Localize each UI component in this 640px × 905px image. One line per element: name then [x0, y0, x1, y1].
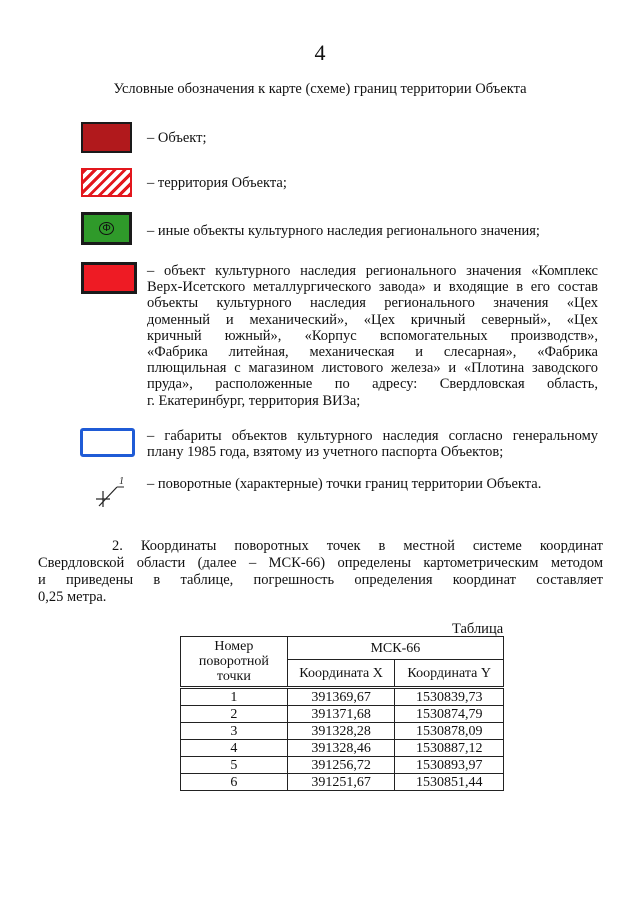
legend-text-line: доменный и механический», «Цех кричный северный», «Цех [147, 311, 598, 328]
cell-coordinate-y: 1530851,44 [395, 774, 504, 791]
legend-text-line: «Фабрика литейная, механическая и слесарная», «Фабрика [147, 344, 598, 361]
heritage-complex-symbol [81, 262, 137, 294]
legend-text-line: Верх-Исетского металлургического завода» и входящие в его состав [147, 279, 598, 296]
table-row [181, 688, 504, 706]
legend-text-line: г. Екатеринбург, территория ВИЗа; [147, 392, 361, 409]
cell-point-number: 3 [181, 723, 288, 740]
table-label: Таблица [452, 621, 504, 637]
header-coordinate-x: Координата X [287, 660, 395, 688]
page-number: 4 [314, 40, 326, 65]
territory-hatch-symbol [81, 168, 132, 197]
table-row [181, 706, 504, 723]
cell-point-number: 1 [181, 688, 288, 706]
paragraph-line: 0,25 метра. [38, 589, 107, 605]
legend-text-outline [147, 428, 598, 460]
cell-point-number: 5 [181, 757, 288, 774]
heritage-outline-symbol [80, 428, 135, 457]
cell-coordinate-y: 1530878,09 [395, 723, 504, 740]
turning-point-icon [88, 473, 132, 513]
coordinates-paragraph [38, 538, 603, 606]
header-coordinate-system: МСК-66 [287, 637, 503, 660]
cell-coordinate-x: 391328,28 [287, 723, 395, 740]
paragraph-line: Свердловской области (далее – МСК-66) определены картометрическим методом [38, 555, 603, 571]
cell-point-number: 2 [181, 706, 288, 723]
cell-coordinate-y: 1530887,12 [395, 740, 504, 757]
legend-text-object: – Объект; [147, 130, 207, 146]
table-row [181, 774, 504, 791]
legend-text-line: плану 1985 года, взятому из учетного паспорта Объектов; [147, 444, 504, 461]
legend-text-line: – габариты объектов культурного наследия согласно генеральному [147, 428, 598, 444]
regional-heritage-symbol [81, 212, 132, 245]
cell-coordinate-x: 391256,72 [287, 757, 395, 774]
cell-coordinate-x: 391371,68 [287, 706, 395, 723]
table-row [181, 740, 504, 757]
paragraph-line: 2. Координаты поворотных точек в местной системе координат [112, 538, 603, 554]
legend-text-territory: – территория Объекта; [147, 175, 287, 191]
legend-text-line: пруда», расположенные по адресу: Свердловская область, [147, 376, 598, 393]
cell-coordinate-x: 391328,46 [287, 740, 395, 757]
legend-text-line: – объект культурного наследия регионального значения «Комплекс [147, 263, 598, 279]
legend-text-line: плющильная с магазином листового железа» и «Плотина заводского [147, 360, 598, 377]
cell-coordinate-y: 1530839,73 [395, 688, 504, 706]
paragraph-line: и приведены в таблице, погрешность определения координат составляет [38, 572, 603, 588]
cell-point-number: 4 [181, 740, 288, 757]
cell-coordinate-y: 1530893,97 [395, 757, 504, 774]
legend-text-line: объекты культурного наследия регионального значения «Цех [147, 295, 598, 312]
cell-point-number: 6 [181, 774, 288, 791]
legend-title: Условные обозначения к карте (схеме) границ территории Объекта [113, 81, 527, 97]
cell-coordinate-x: 391369,67 [287, 688, 395, 706]
coordinates-table [180, 636, 504, 791]
header-coordinate-y: Координата Y [395, 660, 504, 688]
table-row [181, 757, 504, 774]
cell-coordinate-x: 391251,67 [287, 774, 395, 791]
legend-text-line: кричный южный», «Корпус вспомогательных производств», [147, 327, 598, 344]
legend-text-regional-heritage: – иные объекты культурного наследия регионального значения; [147, 223, 540, 239]
table-row [181, 723, 504, 740]
header-point-number: Номер поворотной точки [181, 637, 288, 688]
turning-point-number: 1 [119, 476, 124, 487]
legend-text-turning-points: – поворотные (характерные) точки границ территории Объекта. [147, 476, 542, 492]
legend-text-heritage-complex [147, 263, 598, 409]
fi-letter-icon: Ф [99, 222, 114, 235]
object-symbol [81, 122, 132, 153]
cell-coordinate-y: 1530874,79 [395, 706, 504, 723]
